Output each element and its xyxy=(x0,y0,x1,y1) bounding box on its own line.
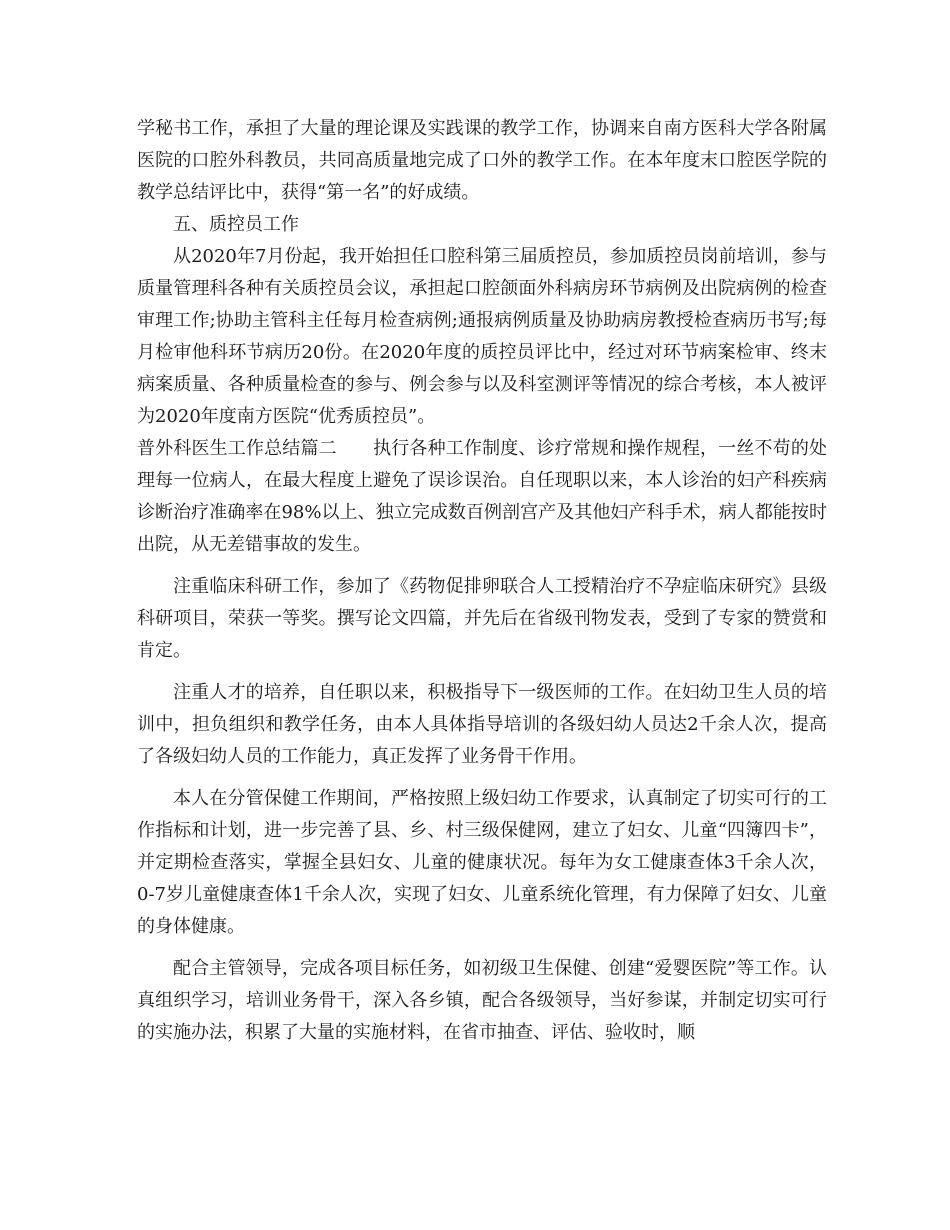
paragraph-clinical-research: 注重临床科研工作，参加了《药物促排卵联合人工授精治疗不孕症临床研究》县级科研项目，荣获一等奖。撰写论文四篇，并先后在省级刊物发表，受到了专家的赞赏和肯定。 xyxy=(137,576,827,661)
paragraph-article-two-intro: 普外科医生工作总结篇二 执行各种工作制度、诊疗常规和操作规程，一丝不苟的处理每一位病人，在最大程度上避免了误诊误治。自任现职以来，本人诊治的妇产科疾病诊断治疗准确率在98%以上、独立完成数百例剖宫产及其他妇产科手术，病人都能按时出院，从无差错事故的发生。 xyxy=(137,438,827,555)
paragraph-healthcare-management: 本人在分管保健工作期间，严格按照上级妇幼工作要求，认真制定了切实可行的工作指标和计划，进一步完善了县、乡、村三级保健网，建立了妇女、儿童“四簿四卡”，并定期检查落实，掌握全县妇女、儿童的健康状况。每年为女工健康查体3千余人次，0-7岁儿童健康查体1千余人次，实现了妇女、儿童系统化管理，有力保障了妇女、儿童的身体健康。 xyxy=(137,788,827,937)
paragraph-talent-training: 注重人才的培养，自任职以来，积极指导下一级医师的工作。在妇幼卫生人员的培训中，担负组织和教学任务，由本人具体指导培训的各级妇幼人员达2千余人次，提高了各级妇幼人员的工作能力，真正发挥了业务骨干作用。 xyxy=(137,682,827,767)
document-body xyxy=(137,113,827,1049)
paragraph-target-tasks: 配合主管领导，完成各项目标任务，如初级卫生保健、创建“爱婴医院”等工作。认真组织学习，培训业务骨干，深入各乡镇，配合各级领导，当好参谋，并制定切实可行的实施办法，积累了大量的实施材料，在省市抽查、评估、验收时，顺 xyxy=(137,958,827,1043)
paragraph-quality-control: 从2020年7月份起，我开始担任口腔科第三届质控员，参加质控员岗前培训，参与质量管理科各种有关质控员会议，承担起口腔颌面外科病房环节病例及出院病例的检查审理工作;协助主管科主任每月检查病例;通报病例质量及协助病房教授检查病历书写;每月检审他科环节病历20份。在2020年度的质控员评比中，经过对环节病案检审、终末病案质量、各种质量检查的参与、例会参与以及科室测评等情况的综合考核，本人被评为2020年度南方医院“优秀质控员”。 xyxy=(137,246,827,427)
paragraph-teaching-summary: 学秘书工作，承担了大量的理论课及实践课的教学工作，协调来自南方医科大学各附属医院的口腔外科教员，共同高质量地完成了口外的教学工作。在本年度末口腔医学院的教学总结评比中，获得“第一名”的好成绩。 xyxy=(137,118,827,203)
section-heading-quality-control: 五、质控员工作 xyxy=(173,214,299,235)
